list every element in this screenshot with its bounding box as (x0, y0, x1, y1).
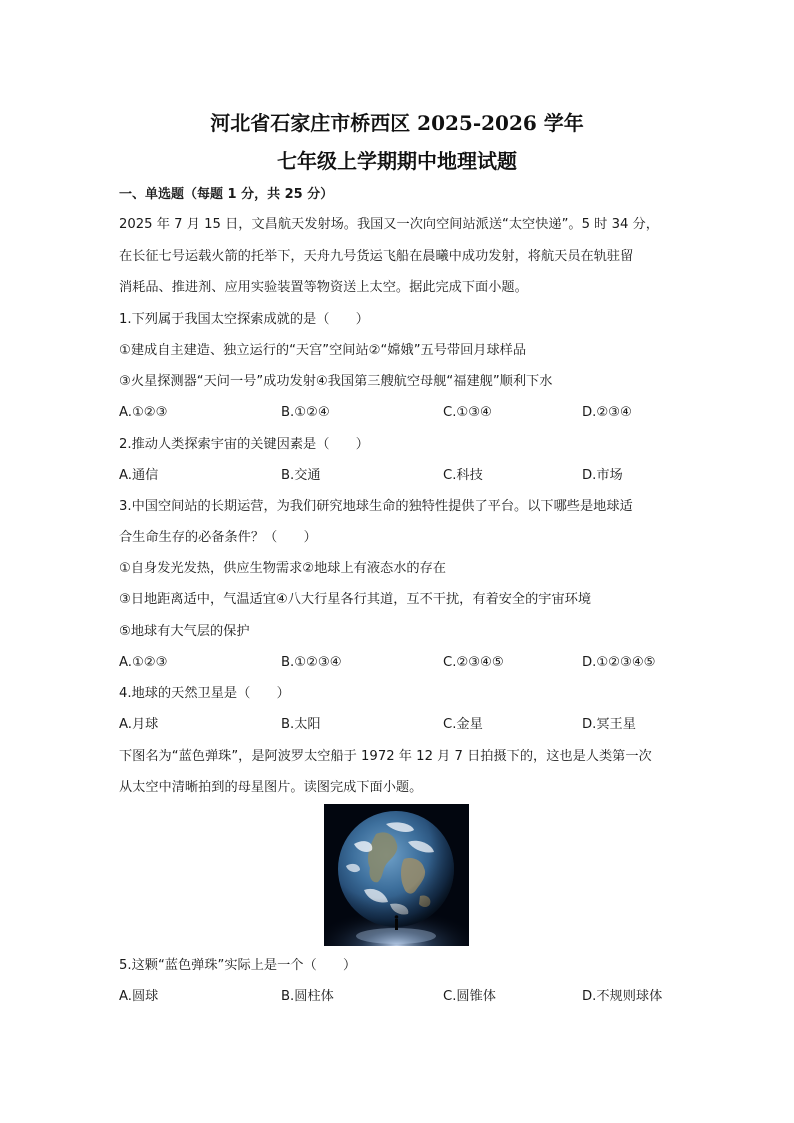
question-3-option-c[interactable]: C.②③④⑤ (443, 655, 504, 670)
question-3-statement-1: ①自身发光发热，供应生物需求②地球上有液态水的存在 (119, 561, 446, 576)
intro-paragraph-1-line-2: 在长征七号运载火箭的托举下，天舟九号货运飞船在晨曦中成功发射，将航天员在轨驻留 (119, 249, 634, 264)
question-3-stem-line-2: 合生命生存的必备条件？（ ） (119, 530, 317, 545)
question-1-option-b[interactable]: B.①②④ (281, 405, 330, 420)
question-1-stem: 1.下列属于我国太空探索成就的是（ ） (119, 312, 369, 327)
question-1-option-d[interactable]: D.②③④ (582, 405, 632, 420)
question-2-option-d[interactable]: D.市场 (582, 468, 623, 483)
question-1-statement-1: ①建成自主建造、独立运行的“天宫”空间站②“嫦娥”五号带回月球样品 (119, 343, 527, 358)
question-4-option-a[interactable]: A.月球 (119, 717, 159, 732)
question-5-option-b[interactable]: B.圆柱体 (281, 989, 334, 1004)
question-5-option-c[interactable]: C.圆锥体 (443, 989, 496, 1004)
question-2-option-b[interactable]: B.交通 (281, 468, 321, 483)
exam-title-line2: 七年级上学期期中地理试题 (277, 149, 517, 173)
question-3-option-a[interactable]: A.①②③ (119, 655, 168, 670)
intro-paragraph-2-line-2: 从太空中清晰拍到的母星图片。读图完成下面小题。 (119, 780, 423, 795)
question-1-option-c[interactable]: C.①③④ (443, 405, 492, 420)
section-heading: 一、单选题（每题 1 分，共 25 分） (119, 187, 334, 202)
question-2-option-c[interactable]: C.科技 (443, 468, 483, 483)
intro-paragraph-1-line-3: 消耗品、推进剂、应用实验装置等物资送上太空。据此完成下面小题。 (119, 280, 528, 295)
question-4-stem: 4.地球的天然卫星是（ ） (119, 686, 290, 701)
question-3-option-b[interactable]: B.①②③④ (281, 655, 342, 670)
question-5-stem: 5.这颗“蓝色弹珠”实际上是一个（ ） (119, 958, 357, 973)
question-1-option-a[interactable]: A.①②③ (119, 405, 168, 420)
question-2-stem: 2.推动人类探索宇宙的关键因素是（ ） (119, 437, 369, 452)
intro-paragraph-1-line-1: 2025 年 7 月 15 日，文昌航天发射场。我国又一次向空间站派送“太空快递”。5 时 34 分， (119, 217, 659, 232)
question-5-option-d[interactable]: D.不规则球体 (582, 989, 663, 1004)
blue-marble-earth-image (324, 804, 469, 946)
question-4-option-b[interactable]: B.太阳 (281, 717, 321, 732)
question-3-stem-line-1: 3.中国空间站的长期运营，为我们研究地球生命的独特性提供了平台。以下哪些是地球适 (119, 499, 633, 514)
question-3-statement-2: ③日地距离适中，气温适宜④八大行星各行其道，互不干扰，有着安全的宇宙环境 (119, 592, 592, 607)
exam-title-line1: 河北省石家庄市桥西区 2025-2026 学年 (210, 111, 584, 135)
question-4-option-d[interactable]: D.冥王星 (582, 717, 636, 732)
question-2-option-a[interactable]: A.通信 (119, 468, 159, 483)
earth-illustration (324, 804, 469, 946)
question-3-statement-3: ⑤地球有大气层的保护 (119, 624, 250, 639)
intro-paragraph-2-line-1: 下图名为“蓝色弹珠”，是阿波罗太空船于 1972 年 12 月 7 日拍摄下的，这也是人类第一次 (119, 749, 652, 764)
question-5-option-a[interactable]: A.圆球 (119, 989, 159, 1004)
question-4-option-c[interactable]: C.金星 (443, 717, 483, 732)
question-3-option-d[interactable]: D.①②③④⑤ (582, 655, 656, 670)
question-1-statement-2: ③火星探测器“天问一号”成功发射④我国第三艘航空母舰“福建舰”顺利下水 (119, 374, 553, 389)
